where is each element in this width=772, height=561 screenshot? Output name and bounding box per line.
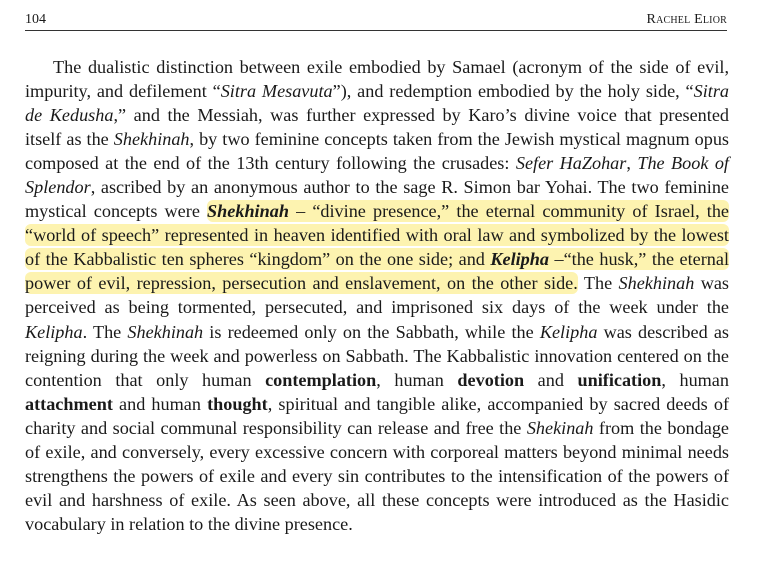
term-shekhinah: Shekhinah <box>618 273 695 294</box>
term-shekinah: Shekinah <box>526 417 594 438</box>
text-segment: , human <box>661 369 729 390</box>
term-kelipha-bold: Kelipha <box>490 249 549 270</box>
term-kelipha: Kelipha <box>25 321 83 342</box>
term-attachment: attachment <box>25 393 113 414</box>
text-segment: , <box>626 153 638 174</box>
text-segment: was described as reigning during the week and powerless on Sabbath. The Kabbalistic innovation centered on the contention that only human <box>25 321 729 390</box>
text-segment: The dualistic distinction between exile embodied by Samael (acronym of the side of evil, impurity, and defilement “ <box>25 57 729 102</box>
term-sitra-de-kedusha: Sitra de Kedusha <box>25 81 729 126</box>
text-segment: from the bondage of exile, and conversely, every excessive concern with corporeal matters beyond minimal needs strengthens the powers of exile and every sin contributes to the intensification of the powers of evil and harshness of exile. As seen above, all these concepts were introduced as the Hasidic vocabulary in relation to the divine presence. <box>25 417 729 534</box>
term-devotion: devotion <box>457 369 525 390</box>
term-sitra-mesavuta: Sitra Mesavuta <box>220 81 333 102</box>
text-segment: and human <box>112 393 208 414</box>
text-segment: was perceived as being tormented, persecuted, and imprisoned six days of the week under the <box>25 273 729 318</box>
text-segment: and <box>524 369 578 390</box>
term-shekhinah: Shekhinah <box>127 321 204 342</box>
text-segment: ”), and redemption embodied by the holy side, “ <box>332 81 694 102</box>
term-shekhinah: Shekhinah <box>113 129 190 150</box>
page-header <box>25 10 727 31</box>
text-segment: , human <box>376 369 458 390</box>
term-kelipha: Kelipha <box>539 321 598 342</box>
text-segment: The <box>577 273 619 294</box>
title-sefer-hazohar: Sefer HaZohar <box>515 153 627 174</box>
page-number: 104 <box>25 12 46 27</box>
text-segment: –“the husk,” the eternal power of evil, repression, persecution and enslavement, on the other side. <box>25 249 729 294</box>
body-paragraph <box>25 55 729 536</box>
text-segment: is redeemed only on the Sabbath, while the <box>203 321 540 342</box>
term-thought: thought <box>207 393 268 414</box>
text-segment: – “divine presence,” the eternal community of Israel, the “world of speech” represented in heaven identified with oral law and symbolized by the lowest of the Kabbalistic ten spheres “kingdom” on the one side; and <box>25 201 729 270</box>
title-book-of-splendor: The Book of Splendor <box>25 153 729 198</box>
term-shekhinah-bold: Shekhinah <box>207 201 289 222</box>
text-segment: , ascribed by an anonymous author to the sage R. Simon bar Yohai. The two feminine mystical concepts were <box>25 177 729 222</box>
term-contemplation: contemplation <box>265 369 377 390</box>
text-segment: ,” and the Messiah, was further expressed by Karo’s divine voice that presented itself as the <box>25 105 729 150</box>
term-unification: unification <box>577 369 662 390</box>
text-segment: , by two feminine concepts taken from the Jewish mystical magnum opus composed at the end of the 13th century following the crusades: <box>25 129 729 174</box>
text-segment: , spiritual and tangible alike, accompanied by sacred deeds of charity and social communal responsibility can release and free the <box>25 393 729 438</box>
text-segment: . The <box>82 321 128 342</box>
running-head: Rachel Elior <box>646 12 727 27</box>
